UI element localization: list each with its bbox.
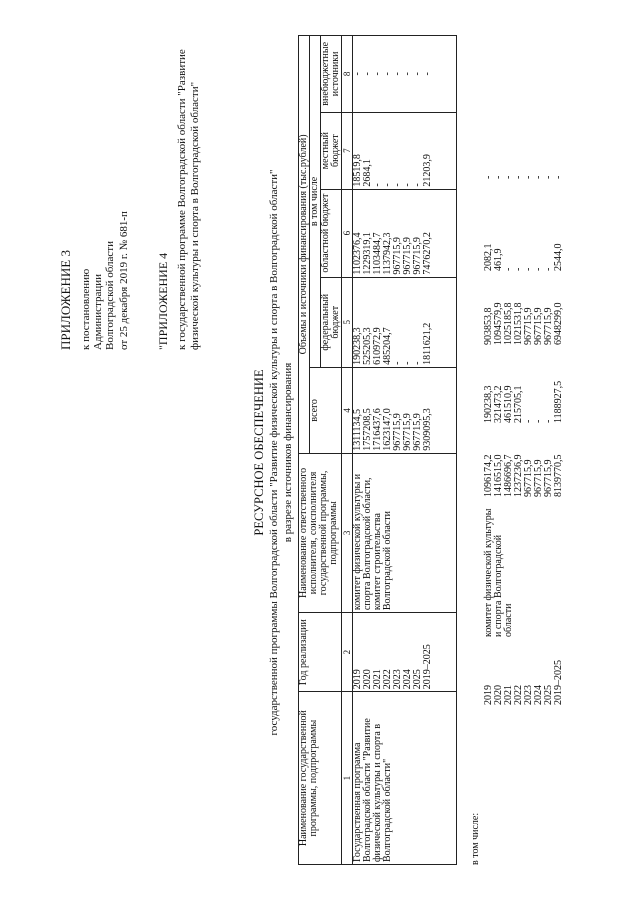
column-numbers-row xyxy=(342,36,353,865)
header-name: Наименование государственной программы, подпрограммы xyxy=(299,692,342,865)
header-row-1 xyxy=(299,36,310,865)
extra-values: - - - - - - - - xyxy=(483,175,564,179)
page-subtitle-2: в разрезе источников финансирования xyxy=(282,362,294,543)
header-including: в том числе xyxy=(310,36,321,368)
header-executor: Наименование ответственного исполнителя, соисполнителя государственной программы, подпрограммы xyxy=(299,453,342,612)
col-number: 1 xyxy=(342,692,353,865)
region-line: Волгоградской области xyxy=(104,241,116,350)
including-label: в том числе: xyxy=(470,812,481,865)
header-total: всего xyxy=(310,367,342,453)
federal-values: 190238,3 321473,2 461510,9 215705,1 - - - 1188927,5 xyxy=(483,380,564,423)
col-number: 5 xyxy=(342,277,353,367)
col-number: 4 xyxy=(342,367,353,453)
local-values: 2082,1 461,9 - - - - - 2544,0 xyxy=(483,243,564,271)
resolution-date-text: от 25 декабря 2019 г. № xyxy=(118,239,130,350)
header-funding: Объемы и источники финансирования (тыс.рублей) xyxy=(299,36,310,454)
administration-line: Администрации xyxy=(92,273,104,350)
extra-values: - - - - - - - - xyxy=(353,36,457,113)
resolution-line: к постановлению xyxy=(80,268,92,350)
program-reference: к государственной программе Волгоградской области "Развитие физической культуры и спорта в Волгоградской области" xyxy=(176,49,201,350)
header-federal: федеральный бюджет xyxy=(321,277,342,367)
program-name: Государственная программа Волгоградской области "Развитие физической культуры и спорта в Волгоградской области" xyxy=(353,692,457,865)
local-values: 18519,8 2684,1 - - - - - 21203,9 xyxy=(353,112,457,189)
col-number: 3 xyxy=(342,453,353,612)
header-regional: областной бюджет xyxy=(321,189,342,277)
page-title: РЕСУРСНОЕ ОБЕСПЕЧЕНИЕ xyxy=(252,369,266,536)
header-year: Год реализации xyxy=(299,613,342,692)
years: 2019 2020 2021 2022 2023 2024 2025 2019–2025 xyxy=(483,660,564,705)
header-local: местный бюджет xyxy=(321,112,342,189)
resolution-date xyxy=(118,211,130,350)
col-number: 2 xyxy=(342,613,353,692)
executor: комитет физической культуры и спорта Волгоградской области xyxy=(483,508,514,637)
resolution-number: 681-п xyxy=(118,211,130,238)
table-row xyxy=(353,36,457,865)
resource-table xyxy=(298,35,457,865)
total-values: 1096174,2 1416515,0 1486696,7 1237236,9 967715,9 967715,9 967715,9 8139770,5 xyxy=(483,454,564,497)
years: 2019 2020 2021 2022 2023 2024 2025 2019–2025 xyxy=(353,613,457,692)
header-extra: внебюджетные источники xyxy=(321,36,342,113)
regional-values: 903853,8 1094579,9 1025185,8 1021531,8 967715,9 967715,9 967715,9 6948299,0 xyxy=(483,302,564,345)
page-subtitle: государственной программы Волгоградской области "Развитие физической культуры и спорта в Волгоградской области" xyxy=(268,169,280,736)
federal-values: 190238,3 525205,3 610972,9 485204,7 - - - 1811621,2 xyxy=(353,277,457,367)
regional-values: 1102376,4 1229319,1 1103484,7 1137942,3 967715,9 967715,9 967715,9 7476270,2 xyxy=(353,189,457,277)
appendix-3-label: ПРИЛОЖЕНИЕ 3 xyxy=(58,250,73,350)
total-values: 1311134,5 1757208,5 1716437,6 1623147,0 967715,9 967715,9 967715,9 9309095,3 xyxy=(353,367,457,453)
col-number: 7 xyxy=(342,112,353,189)
executor: комитет физической культуры и спорта Волгоградской области, комитет строительства Волгоградской области xyxy=(353,453,457,612)
col-number: 6 xyxy=(342,189,353,277)
col-number: 8 xyxy=(342,36,353,113)
appendix-4-label: "ПРИЛОЖЕНИЕ 4 xyxy=(156,252,170,350)
